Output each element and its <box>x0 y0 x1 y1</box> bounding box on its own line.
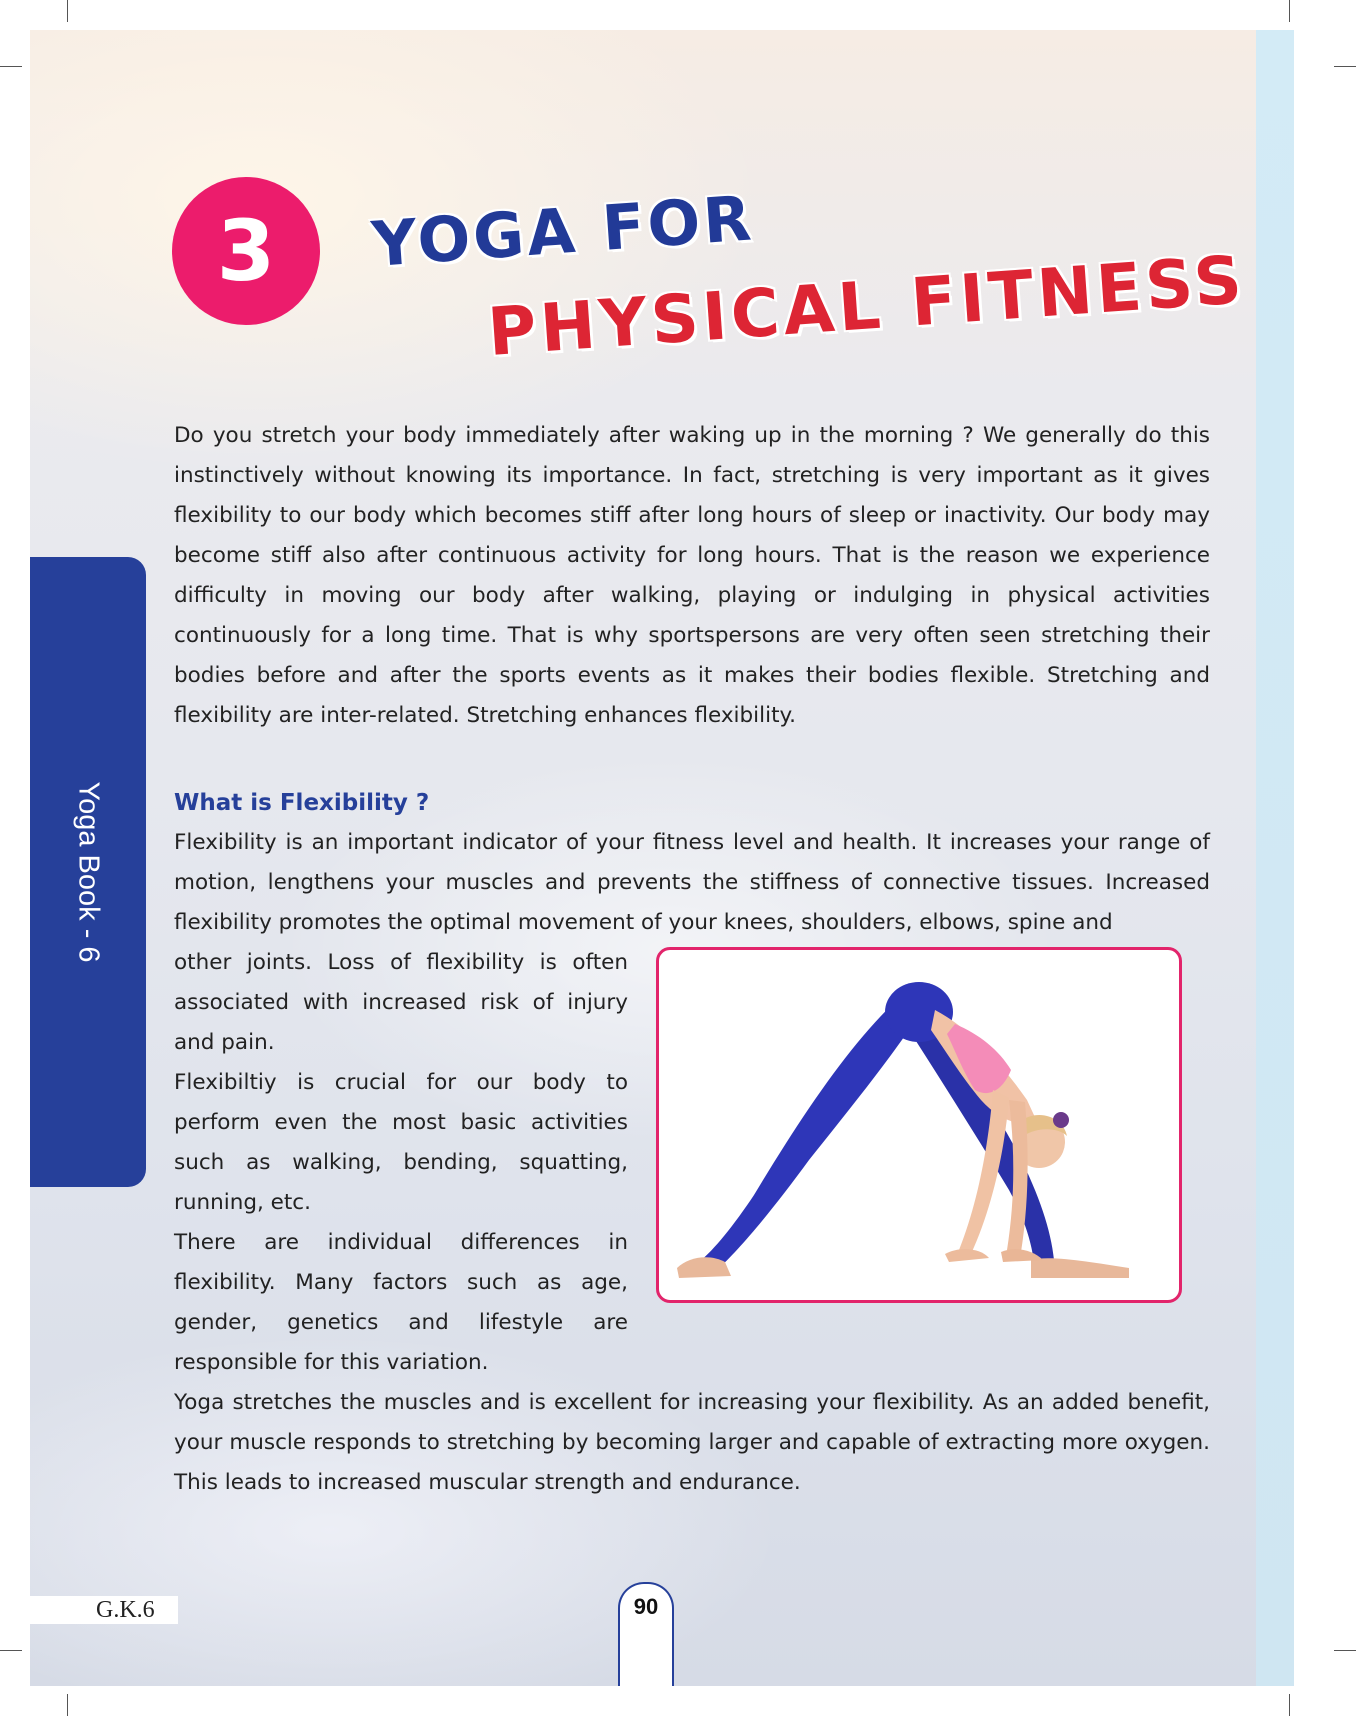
chapter-title-line2: PHYSICAL FITNESS <box>485 241 1248 371</box>
closing-paragraph: Yoga stretches the muscles and is excellent for increasing your flexibility. As an added benefit, your muscle responds to stretching by becoming larger and capable of extracting more oxygen. This leads to increased muscular strength and endurance. <box>174 1390 1210 1495</box>
intro-paragraph: Do you stretch your body immediately after waking up in the morning ? We generally do this instinctively without knowing its importance. In fact, stretching is very important as it gives flexibility to our body which becomes stiff after long hours of sleep or inactivity. Our body may become stiff also after continuous activity for long hours. That is the reason we experience difficulty in moving our body after walking, playing or indulging in physical activities continuously for a long time. That is why sportspersons are very often seen stretching their bodies before and after the sports events as it makes their bodies flexible. Stretching and flexibility are inter-related. Stretching enhances flexibility. <box>174 423 1210 728</box>
chapter-title-line1: YOGA FOR <box>369 181 757 281</box>
chapter-number-badge: 3 <box>172 177 320 325</box>
book-code-label: G.K.6 <box>30 1596 178 1624</box>
page <box>30 30 1294 1686</box>
text-column-left <box>174 943 628 1383</box>
flexibility-paragraph-2: Flexibiltiy is crucial for our body to perform even the most basic activities such as walking, bending, squatting, running, etc. <box>174 1070 628 1215</box>
yoga-pose-photo <box>656 947 1182 1303</box>
page-number: 90 <box>618 1582 674 1686</box>
flexibility-paragraph-3: There are individual differences in flexibility. Many factors such as age, gender, genetics and lifestyle are responsible for this variation. <box>174 1230 628 1375</box>
flexibility-paragraph-1: Flexibility is an important indicator of your fitness level and health. It increases your range of motion, lengthens your muscles and prevents the stiffness of connective tissues. Increased flexibility promotes the optimal movement of your knees, shoulders, elbows, spine and <box>174 830 1210 935</box>
yoga-pose-illustration <box>659 950 1179 1300</box>
flexibility-paragraph-1-continued: other joints. Loss of flexibility is often associated with increased risk of injury and pain. <box>174 950 628 1055</box>
side-tab-label: Yoga Book - 6 <box>72 781 105 963</box>
side-tab <box>30 557 146 1187</box>
right-edge-stripe <box>1256 30 1294 1686</box>
section-heading: What is Flexibility ? <box>174 790 430 816</box>
